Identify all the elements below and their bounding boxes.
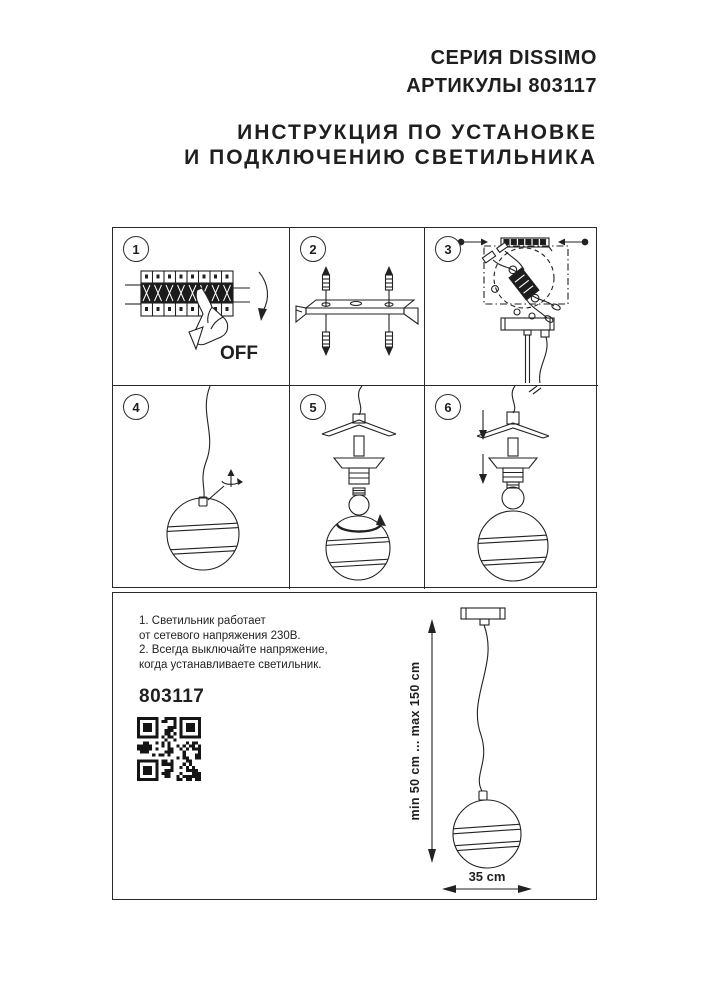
note-line: когда устанавливаете светильник. bbox=[139, 658, 322, 671]
flange-icon bbox=[334, 458, 384, 468]
cable bbox=[477, 625, 488, 791]
ceiling-canopy-icon bbox=[501, 318, 554, 383]
instruction-title bbox=[184, 120, 597, 170]
instruction-title-line2: И ПОДКЛЮЧЕНИЮ СВЕТИЛЬНИКА bbox=[184, 146, 597, 169]
series-title: СЕРИЯ DISSIMO bbox=[430, 47, 597, 69]
step-4-number-badge: 4 bbox=[123, 394, 149, 420]
step-5-number-badge: 5 bbox=[300, 394, 326, 420]
height-dimension-line bbox=[428, 619, 436, 863]
header-series-block bbox=[406, 44, 597, 100]
globe bbox=[326, 516, 390, 580]
off-label: OFF bbox=[220, 343, 258, 364]
installation-steps-grid bbox=[112, 227, 597, 588]
article-number: 803117 bbox=[139, 686, 205, 707]
pendant-dimensions-drawing bbox=[113, 593, 598, 901]
flange-icon bbox=[489, 458, 537, 468]
bulb-icon bbox=[349, 488, 369, 515]
note-line: от сетевого напряжения 230В. bbox=[139, 629, 301, 642]
shade-cone-icon bbox=[477, 423, 549, 438]
rotate-icon bbox=[222, 469, 243, 487]
step-3-panel bbox=[425, 228, 598, 386]
specs-box bbox=[112, 592, 597, 900]
step-3-number-badge: 3 bbox=[435, 236, 461, 262]
globe bbox=[478, 511, 548, 581]
globe bbox=[453, 800, 521, 868]
screw-icon bbox=[322, 266, 393, 307]
globe bbox=[167, 498, 239, 570]
screw-icon bbox=[322, 314, 393, 356]
step-2-number-badge: 2 bbox=[300, 236, 326, 262]
articles-line: АРТИКУЛЫ 803117 bbox=[406, 75, 597, 97]
step-1-panel bbox=[113, 228, 290, 386]
step-6-panel bbox=[425, 386, 598, 589]
step-4-panel bbox=[113, 386, 290, 589]
bracket-icon bbox=[296, 300, 418, 324]
diameter-dimension-line bbox=[442, 885, 532, 893]
shade-cone-icon bbox=[322, 420, 396, 436]
note-line: 2. Всегда выключайте напряжение, bbox=[139, 644, 328, 657]
cord bbox=[359, 386, 362, 415]
cord bbox=[203, 386, 210, 497]
step-1-number-badge: 1 bbox=[123, 236, 149, 262]
note-line: 1. Светильник работает bbox=[139, 615, 266, 627]
diameter-label: 35 cm bbox=[468, 869, 506, 884]
arrow-down-icon bbox=[479, 410, 487, 484]
instruction-title-line1: ИНСТРУКЦИЯ ПО УСТАНОВКЕ bbox=[237, 121, 597, 144]
step-6-number-badge: 6 bbox=[435, 394, 461, 420]
pendant-lamp-icon bbox=[453, 608, 521, 868]
cord bbox=[512, 386, 515, 413]
turn-arrow-icon bbox=[258, 272, 268, 321]
step-5-panel bbox=[290, 386, 425, 589]
step-2-panel bbox=[290, 228, 425, 386]
bulb-icon bbox=[502, 482, 524, 509]
height-range-label: min 50 cm ... max 150 cm bbox=[408, 661, 422, 821]
